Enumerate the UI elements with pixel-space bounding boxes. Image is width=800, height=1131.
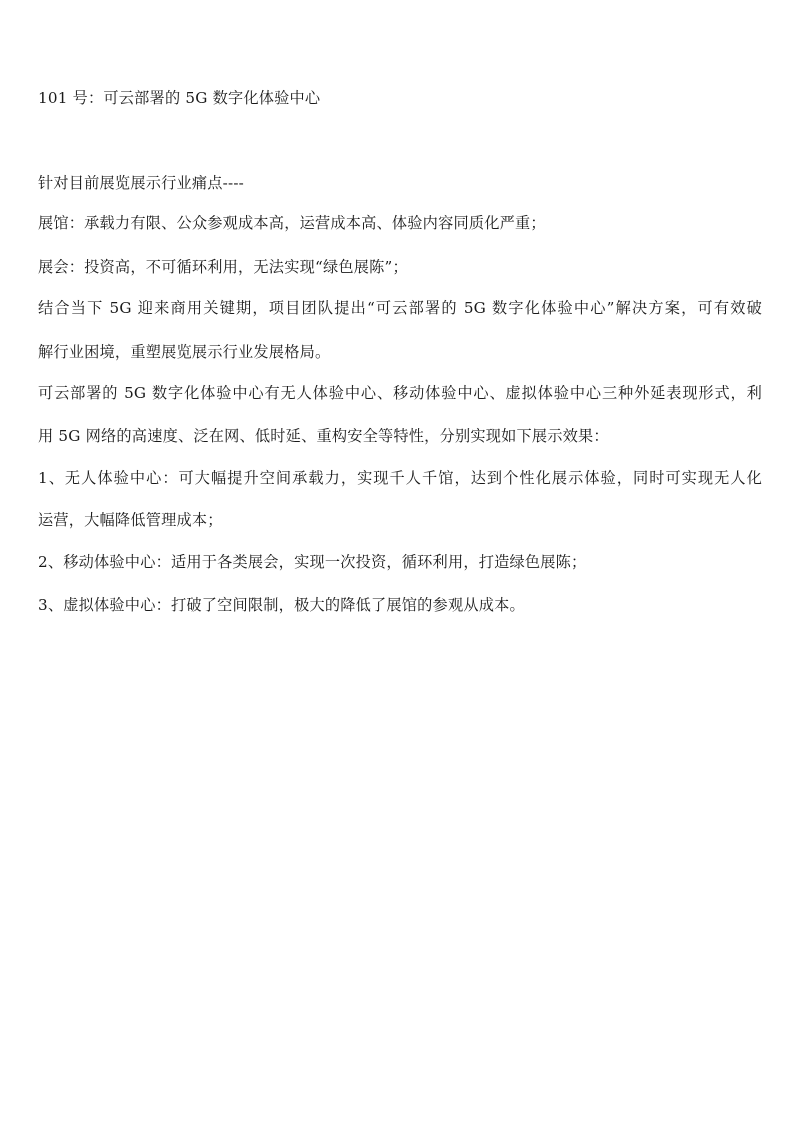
- paragraph-solution-line-1: 结合当下 5G 迎来商用关键期，项目团队提出“可云部署的 5G 数字化体验中心”解决方案，可有效破: [38, 299, 762, 317]
- list-item-virtual: 3、虚拟体验中心：打破了空间限制，极大的降低了展馆的参观从成本。: [38, 596, 525, 614]
- list-item-unmanned-line-1: 1、无人体验中心：可大幅提升空间承载力，实现千人千馆，达到个性化展示体验，同时可实现无人化: [38, 469, 762, 487]
- paragraph-forms-line-2: 用 5G 网络的高速度、泛在网、低时延、重构安全等特性，分别实现如下展示效果：: [38, 427, 609, 445]
- list-item-mobile: 2、移动体验中心：适用于各类展会，实现一次投资，循环利用，打造绿色展陈；: [38, 553, 587, 571]
- paragraph-forms-line-1: 可云部署的 5G 数字化体验中心有无人体验中心、移动体验中心、虚拟体验中心三种外延表现形式，利: [38, 384, 762, 402]
- paragraph-intro: 针对目前展览展示行业痛点----: [38, 174, 244, 192]
- document-title: 101 号：可云部署的 5G 数字化体验中心: [38, 89, 321, 107]
- list-item-unmanned-line-2: 运营，大幅降低管理成本；: [38, 511, 223, 529]
- paragraph-solution-line-2: 解行业困境，重塑展览展示行业发展格局。: [38, 343, 331, 361]
- paragraph-exhibition-hall: 展馆：承载力有限、公众参观成本高，运营成本高、体验内容同质化严重；: [38, 214, 546, 232]
- paragraph-exhibition-fair: 展会：投资高，不可循环利用，无法实现“绿色展陈”；: [38, 258, 408, 276]
